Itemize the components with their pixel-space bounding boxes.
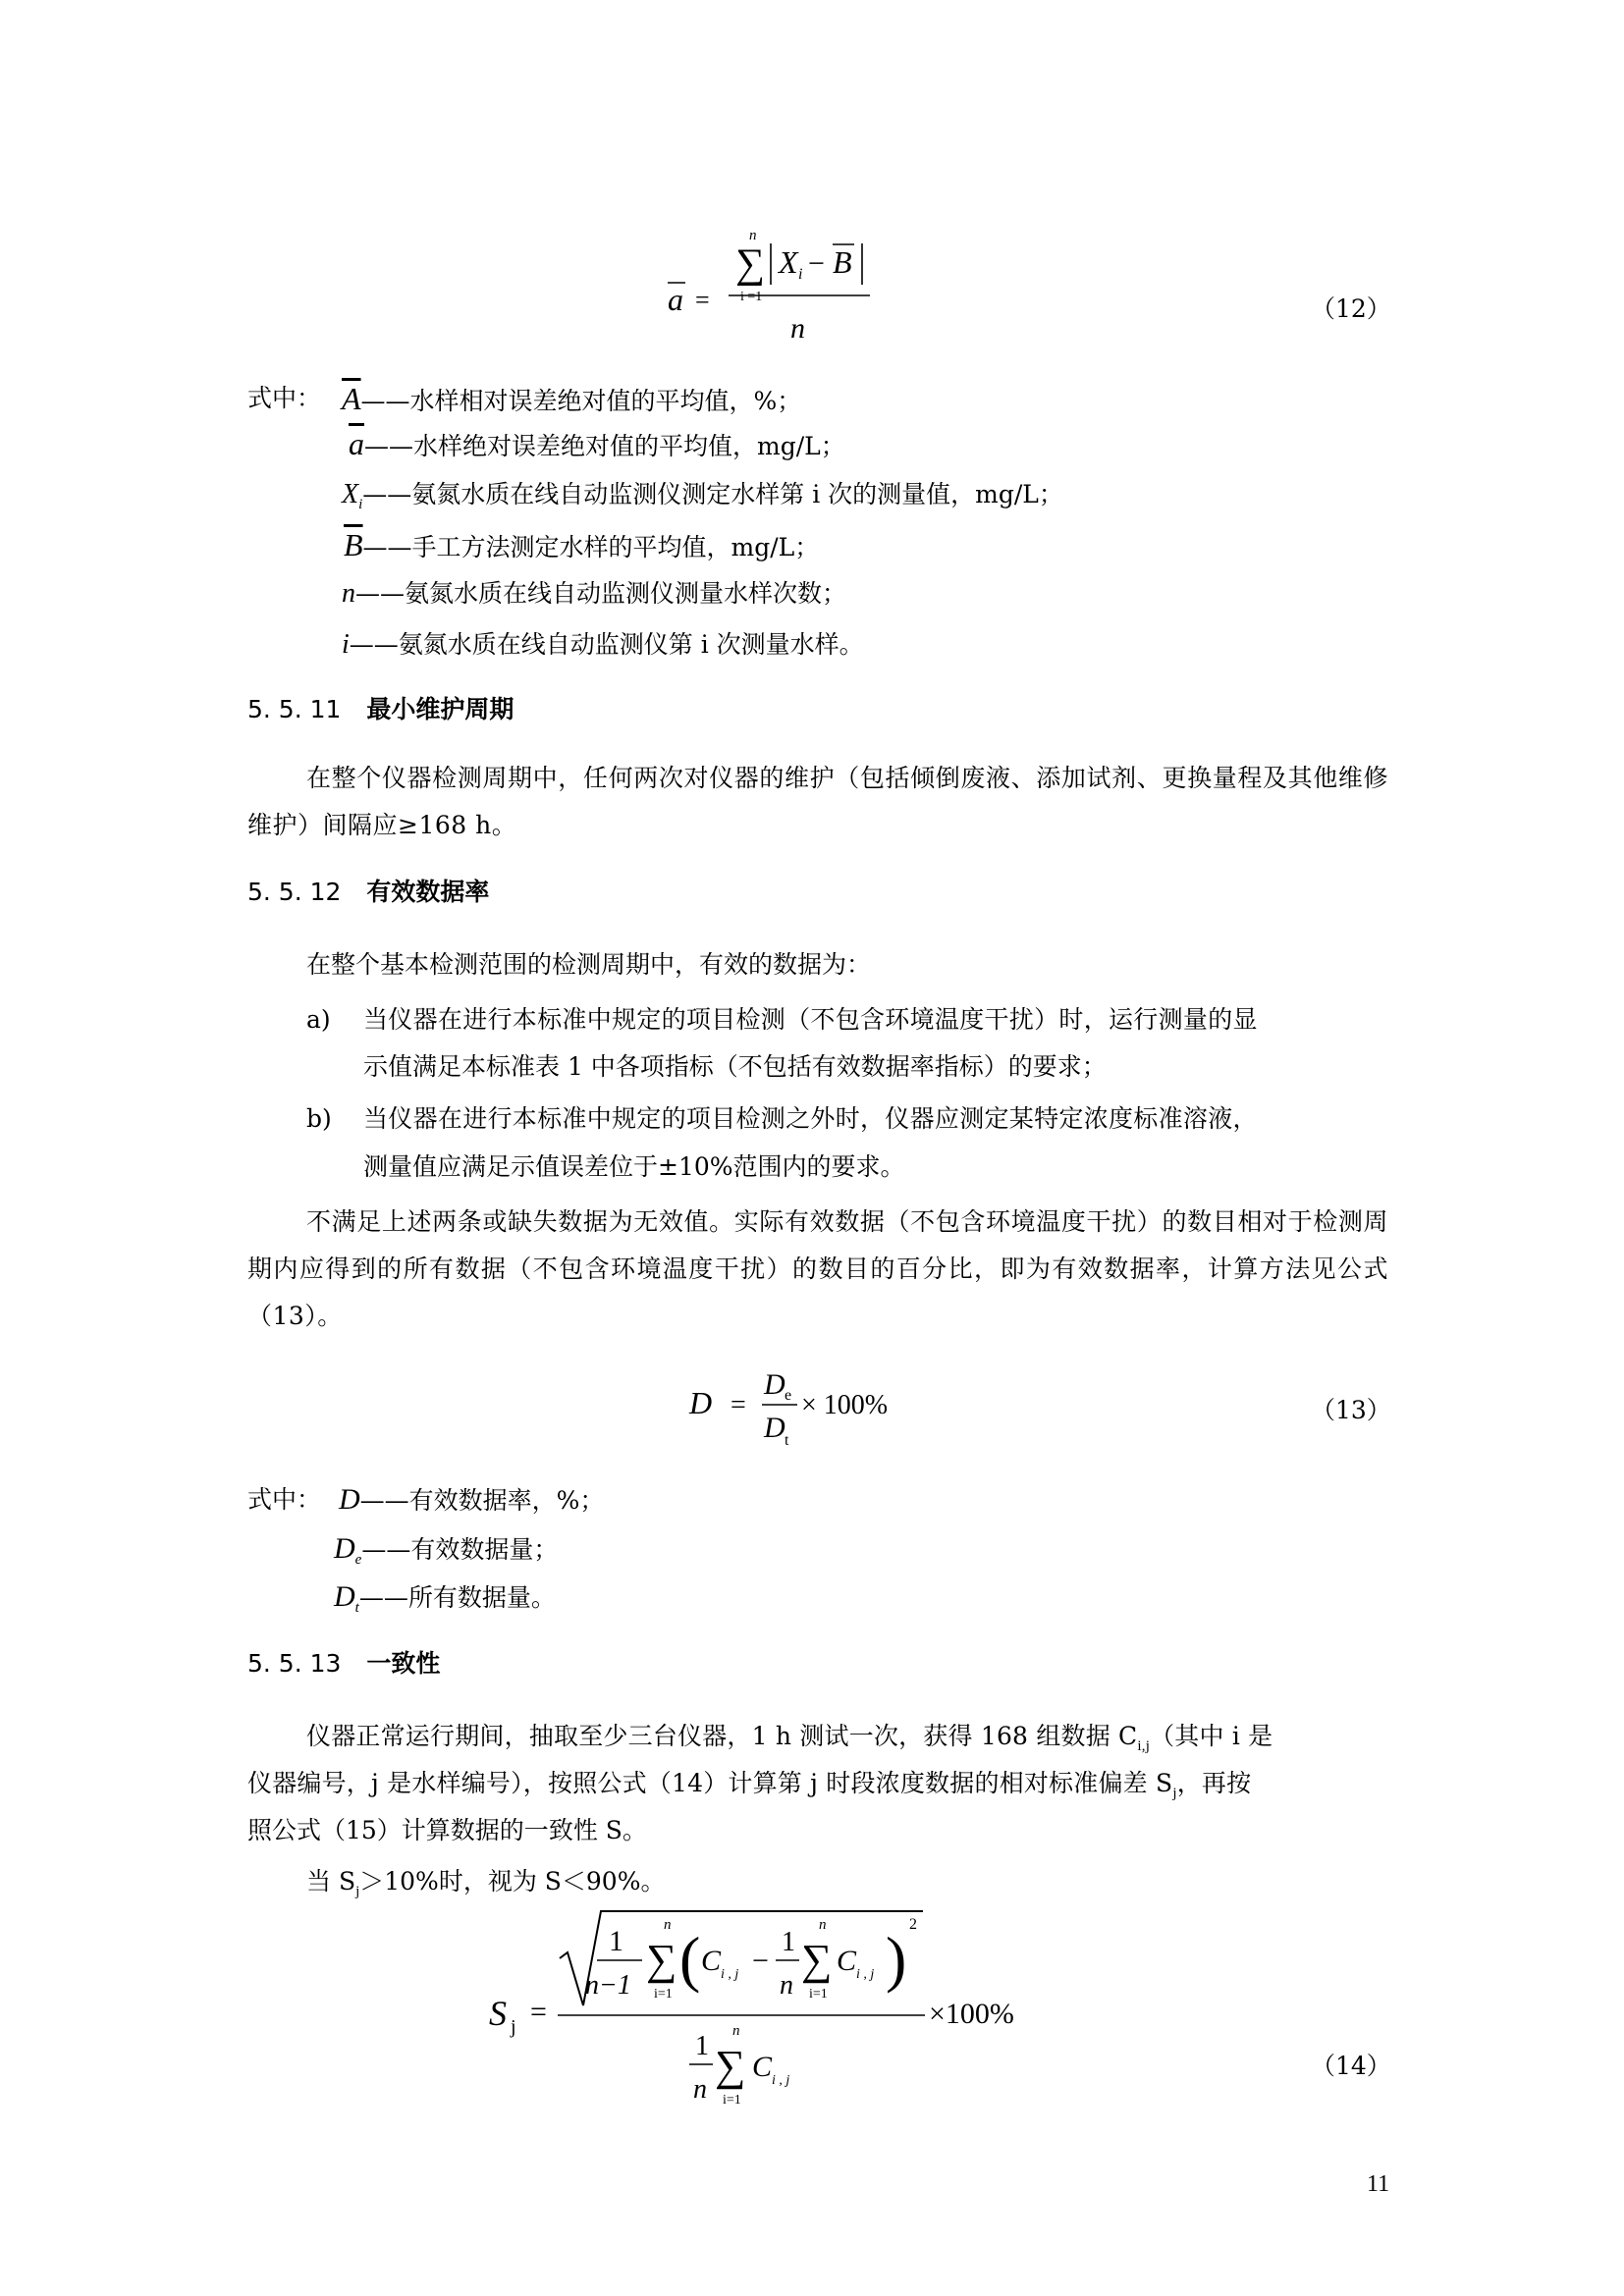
eq14-c2: C: [837, 1945, 857, 1977]
def-A: $\overline{A}——$水样相对误差绝对值的平均值，%；: [342, 381, 802, 416]
equation-12: [648, 226, 884, 353]
eq12-lhs: a: [668, 282, 683, 317]
def-Dt: $D_t——$所有数据量。: [334, 1580, 556, 1616]
eq13-den: D: [764, 1412, 785, 1444]
eq13-den-sub: t: [785, 1432, 789, 1449]
defs12-lead: 式中：: [247, 384, 322, 412]
eq14-c2-sub: i , j: [856, 1967, 875, 1982]
eq12-sum-top: n: [749, 228, 757, 243]
section-5-5-11-heading: [247, 695, 514, 724]
eq13-number: （13）: [1311, 1396, 1391, 1424]
section-5-5-13-line1: 仪器正常运行期间，抽取至少三台仪器，1 h 测试一次，获得 168 组数据 $C_{i,j}$（其中 i 是: [306, 1722, 1273, 1754]
section-5-5-12-heading: [247, 878, 489, 907]
eq14-c3-sub: i , j: [772, 2073, 790, 2088]
eq14-sigma3: ∑: [715, 2042, 746, 2090]
def-i: i——氨氮水质在线自动监测仪第 i 次测量水样。: [342, 629, 864, 660]
equation-14: [481, 1899, 1060, 2115]
section-title: 有效数据率: [366, 878, 490, 906]
def-Xi: $X_i——$氨氮水质在线自动监测仪测定水样第 i 次的测量值，mg/L；: [342, 479, 1063, 512]
list-item-b-label: b): [306, 1104, 332, 1133]
eq12-x-sub: i: [798, 266, 803, 283]
eq14-lhs-sub: j: [511, 2016, 516, 2038]
eq14-one-c: 1: [695, 2031, 709, 2061]
section-5-5-13-line3: 照公式（15）计算数据的一致性 S。: [247, 1816, 647, 1844]
svg-text:): ): [886, 1924, 907, 1994]
section-number: 5. 5. 12: [247, 878, 342, 906]
eq13-num-sub: e: [785, 1387, 792, 1404]
eq12-sum-bottom: i =1: [740, 290, 763, 304]
section-title: 最小维护周期: [366, 695, 514, 723]
eq12-minus: −: [808, 247, 825, 280]
section-title: 一致性: [366, 1649, 441, 1678]
eq14-c1-sub: i , j: [721, 1967, 739, 1982]
section-5-5-13-condition: 当 $S_j>10\%$时，视为 S＜90%。: [306, 1867, 666, 1899]
eq14-number: （14）: [1311, 2052, 1391, 2080]
eq14-times: ×100%: [929, 1998, 1014, 2030]
eq14-sum3-top: n: [732, 2023, 740, 2039]
def-a: $\overline{a}——$水样绝对误差绝对值的平均值，mg/L；: [349, 426, 845, 461]
def-B: $\overline{B}——$手工方法测定水样的平均值，mg/L；: [344, 527, 820, 562]
eq14-n-b: n: [780, 1970, 793, 2001]
def-D: D——有效数据率，%；: [339, 1483, 605, 1516]
def-n: n——氨氮水质在线自动监测仪测量水样次数；: [342, 578, 847, 609]
eq12-denominator: n: [790, 312, 805, 345]
eq14-nm1: n−1: [585, 1970, 631, 2001]
section-number: 5. 5. 11: [247, 695, 342, 723]
equation-13: [683, 1355, 939, 1453]
section-5-5-12-intro: 在整个基本检测范围的检测周期中，有效的数据为：: [306, 950, 872, 979]
page-number: 11: [1367, 2171, 1390, 2197]
section-5-5-13-line2: 仪器编号，j 是水样编号），按照公式（14）计算第 j 时段浓度数据的相对标准偏差 $S_j$，再按: [247, 1769, 1252, 1801]
section-number: 5. 5. 13: [247, 1649, 342, 1678]
eq14-n-c: n: [693, 2074, 707, 2105]
svg-text:(: (: [679, 1924, 701, 1994]
eq14-sum2-bottom: i=1: [809, 1987, 828, 2002]
list-item-a-line2: 示值满足本标准表 1 中各项指标（不包括有效数据率指标）的要求；: [363, 1052, 1107, 1081]
eq14-square: 2: [909, 1916, 917, 1933]
eq14-one-a: 1: [609, 1925, 623, 1957]
eq14-minus: −: [752, 1945, 769, 1977]
eq14-sum3-bottom: i=1: [723, 2093, 741, 2108]
eq12-sigma: ∑: [735, 241, 765, 287]
eq12-equals: =: [695, 286, 710, 314]
list-item-a-line1: 当仪器在进行本标准中规定的项目检测（不包含环境温度干扰）时，运行测量的显: [363, 1005, 1258, 1034]
eq13-times: × 100%: [801, 1390, 889, 1420]
eq12-number: （12）: [1311, 294, 1391, 323]
eq14-c1: C: [701, 1945, 722, 1977]
list-item-b-line2: 测量值应满足示值误差位于±10%范围内的要求。: [363, 1152, 905, 1181]
eq14-sum1-bottom: i=1: [654, 1987, 673, 2002]
eq14-sum1-top: n: [664, 1917, 672, 1933]
eq14-equals: =: [530, 1996, 547, 2028]
section-5-5-13-heading: [247, 1649, 440, 1679]
section-5-5-12-paragraph: 不满足上述两条或缺失数据为无效值。实际有效数据（不包含环境温度干扰）的数目相对于检测周期内应得到的所有数据（不包含环境温度干扰）的数目的百分比，即为有效数据率，计算方法见公式（13）。: [247, 1207, 1388, 1330]
defs13-lead: 式中：: [247, 1485, 322, 1514]
eq13-equals: =: [731, 1390, 746, 1420]
eq12-x: X: [779, 244, 798, 280]
eq13-lhs: D: [689, 1385, 713, 1420]
def-De: $D_e——$有效数据量；: [334, 1532, 559, 1568]
section-5-5-11-paragraph: 在整个仪器检测周期中，任何两次对仪器的维护（包括倾倒废液、添加试剂、更换量程及其他维修维护）间隔应≥168 h。: [247, 764, 1388, 839]
eq14-sum2-top: n: [819, 1917, 827, 1933]
eq12-b: B: [833, 244, 852, 280]
list-item-b-line1: 当仪器在进行本标准中规定的项目检测之外时，仪器应测定某特定浓度标准溶液，: [363, 1104, 1258, 1133]
list-item-a-label: a): [306, 1005, 331, 1034]
eq14-c3: C: [752, 2051, 773, 2083]
eq14-sigma2: ∑: [801, 1936, 833, 1984]
eq13-num: D: [764, 1368, 785, 1401]
eq14-one-b: 1: [782, 1927, 795, 1957]
eq14-sigma1: ∑: [646, 1936, 677, 1984]
eq14-lhs: S: [489, 1994, 507, 2033]
